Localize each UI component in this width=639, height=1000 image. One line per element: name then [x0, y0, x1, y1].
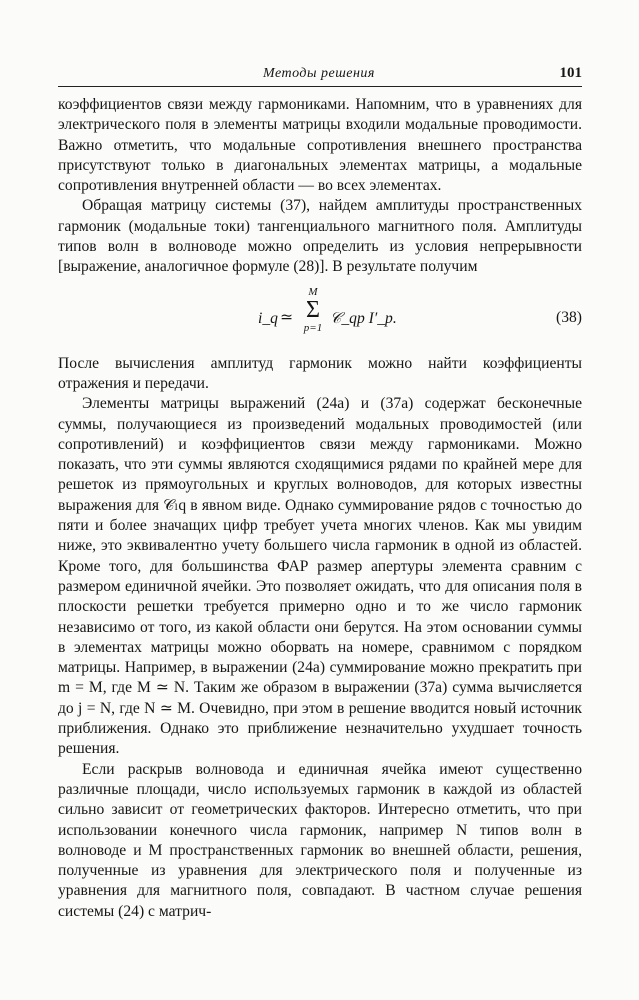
page-header: [58, 60, 582, 87]
paragraph-5: Если раскрыв волновода и единичная ячейка имеют существенно различные площади, число используемых гармоник в каждой из областей сильно зависит от геометрических факторов. Интересно отметить, что при использовании конечного числа гармоник, например N типов волн в волноводе и M пространственных гармоник во внешней области, решения, полученные из уравнения для электрического поля и полученные из уравнения для магнитного поля, совпадают. В частном случае решения системы (24) с матрич-: [58, 760, 582, 920]
paragraph-4: Элементы матрицы выражений (24а) и (37а) содержат бесконечные суммы, получающиеся из произведений модальных проводимостей (или сопротивлений) и коэффициентов связи между гармониками. Можно показать, что эти суммы являются сходящимися рядами по крайней мере для решеток из прямоугольных и круглых волноводов, для которых известны выражения для 𝒞ₗq в явном виде. Однако суммирование рядов с точностью до пяти и более значащих цифр требует учета многих членов. Как мы увидим ниже, это эквивалентно учету большего числа гармоник в одной из областей. Кроме того, для большинства ФАР размер апертуры элемента сравним с размером единичной ячейки. Это позволяет ожидать, что для описания поля в плоскости решетки требуется примерно одно и то же число гармоник независимо от того, из какой области они берутся. На этом основании суммы в элементах матрицы можно оборвать на номере, сравнимом с порядком матрицы. Например, в выражении (24а) суммирование можно прекратить при m = M, где M ≃ N. Таким же образом в выражении (37а) сумма вычисляется до j = N, где N ≃ M. Очевидно, при этом в решение вводится новый источник приближения. Однако это приближение незначительно ухудшает точность решения.: [58, 395, 582, 758]
paragraph-3: После вычисления амплитуд гармоник можно найти коэффициенты отражения и передачи.: [58, 354, 582, 392]
equation-relation: ≃: [280, 308, 294, 326]
sum-upper-limit: M: [308, 285, 318, 298]
equation-term: 𝒞_qp I′_p.: [330, 309, 397, 327]
paragraph-1: коэффициентов связи между гармониками. Напомним, что в уравнениях для электрического поля в элементы матрицы входили модальные проводимости. Важно отметить, что модальные сопротивления внешнего пространства присутствуют только в диагональных элементах матрицы, а модальные сопротивления внутренней области — во всех элементах.: [58, 96, 582, 195]
running-title: Методы решения: [263, 66, 375, 81]
equation-38: [58, 278, 582, 354]
equation-body: [258, 286, 438, 346]
equation-lhs: i_q: [258, 309, 278, 327]
sum-lower-limit: p=1: [303, 321, 323, 334]
page-body: [58, 95, 582, 922]
sum-symbol: Σ: [306, 296, 320, 323]
equation-number: (38): [556, 308, 582, 326]
summation: [300, 286, 326, 334]
paragraph-2: Обращая матрицу системы (37), найдем амплитуды пространственных гармоник (модальные токи) тангенциального магнитного поля. Амплитуды типов волн в волноводе можно определить из условия непрерывности [выражение, аналогичное формуле (28)]. В результате получим: [58, 197, 582, 276]
page-number: 101: [559, 65, 582, 81]
